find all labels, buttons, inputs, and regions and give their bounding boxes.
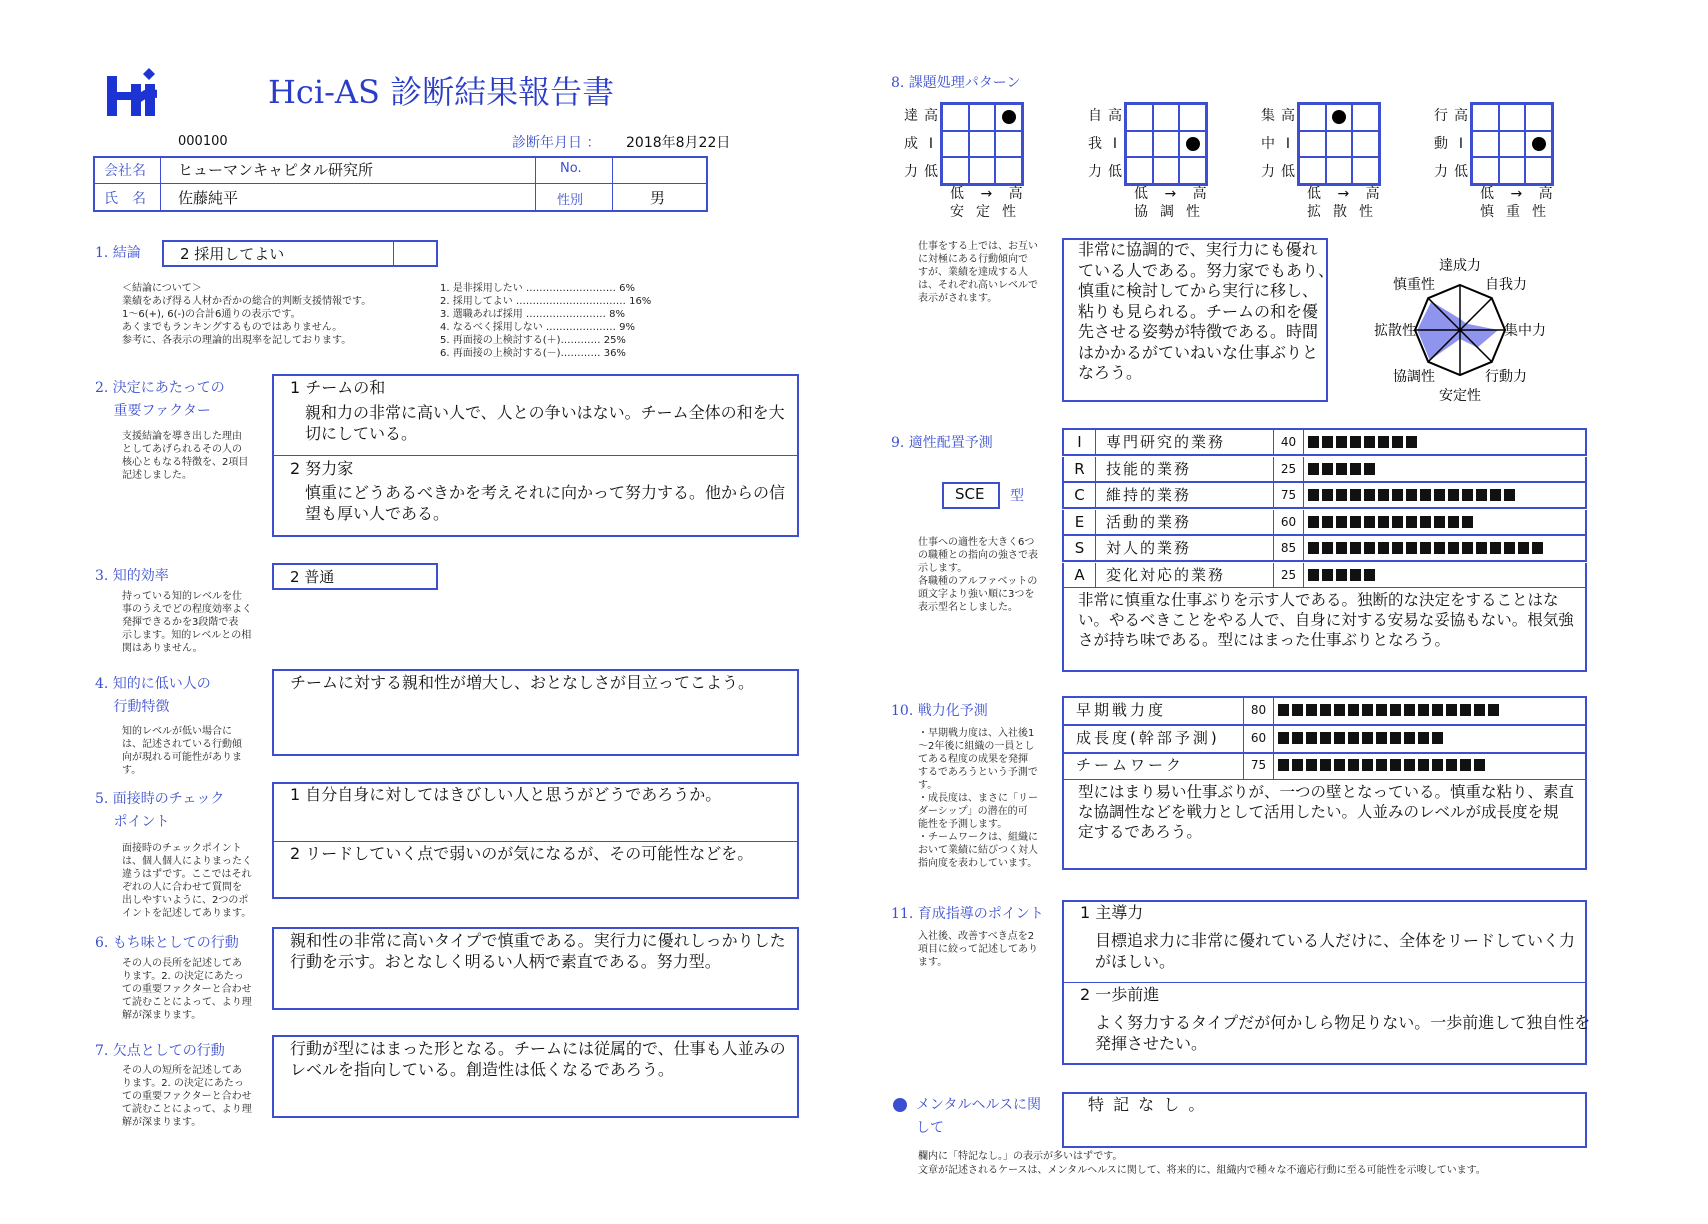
type-suffix: 型 <box>1010 488 1024 504</box>
grid-ylabel2: 低 <box>1281 164 1295 180</box>
section-3-label: 3. 知的効率 <box>95 568 169 584</box>
score-block <box>1278 759 1289 771</box>
grid-ylabel2: Ⅰ <box>928 136 934 152</box>
grid-marker <box>995 104 1022 131</box>
grid-ylabel: 力 <box>904 164 918 180</box>
score-block <box>1350 516 1361 528</box>
score-block <box>1376 704 1387 716</box>
score-block <box>1474 704 1485 716</box>
radar-axis-label: 協調性 <box>1393 368 1436 385</box>
score-block <box>1392 516 1403 528</box>
pattern-grid-stability <box>940 102 1024 186</box>
score-block <box>1432 759 1443 771</box>
aptitude-code: I <box>1064 430 1096 454</box>
score-block <box>1406 542 1417 554</box>
conclusion-value: 2 採用してよい <box>180 245 285 263</box>
radar-axis <box>1460 298 1492 330</box>
score-block <box>1448 516 1459 528</box>
score-block <box>1418 704 1429 716</box>
score-block <box>1460 759 1471 771</box>
score-block <box>1306 759 1317 771</box>
grid-ylabel: 達 <box>904 108 918 124</box>
score-block <box>1306 704 1317 716</box>
aptitude-score: 85 <box>1274 536 1304 560</box>
grid-cell <box>1352 131 1379 158</box>
grid-ylabel2: 高 <box>1281 108 1295 124</box>
score-block <box>1348 759 1359 771</box>
grid-cell <box>1525 104 1552 131</box>
score-block <box>1462 542 1473 554</box>
section-5-note: 面接時のチェックポイント は、個人個人によりまったく 違うはずです。ここではそれ ぞれの人に合わせて質問を 出しやすいように、2つのポ イントを記述してあります。 <box>122 843 252 919</box>
score-block <box>1350 569 1361 581</box>
radar-axis-label: 達成力 <box>1439 258 1481 274</box>
score-block <box>1308 463 1319 475</box>
radar-area <box>1417 301 1498 360</box>
grid-cell <box>1179 157 1206 184</box>
grid-cell <box>942 157 969 184</box>
score-block <box>1336 516 1347 528</box>
score-block <box>1376 759 1387 771</box>
factor-2-title: 2 努力家 <box>290 459 354 478</box>
date-value: 2018年8月22日 <box>626 135 731 151</box>
combat-name: 早期戦力度 <box>1064 698 1244 724</box>
section-6-note: その人の長所を記述してあ ります。2. の決定にあたっ ての重要ファクターと合わせ て読むことによって、より理 解が深まります。 <box>122 958 252 1021</box>
score-block <box>1420 542 1431 554</box>
score-block <box>1322 436 1333 448</box>
score-block <box>1336 463 1347 475</box>
company-logo <box>105 66 167 122</box>
aptitude-code: A <box>1064 563 1096 587</box>
aptitude-code: C <box>1064 483 1096 507</box>
grid-ylabel2: Ⅰ <box>1285 136 1291 152</box>
score-block <box>1350 489 1361 501</box>
score-block <box>1364 489 1375 501</box>
score-block <box>1336 569 1347 581</box>
combat-name: チームワーク <box>1064 753 1244 779</box>
section-9-note: 仕事への適性を大きく6つ の職種との指向の強さで表 示します。 各職種のアルファベットの 頭文字より強い順に3つを 表示型名としました。 <box>918 537 1038 613</box>
score-block <box>1292 704 1303 716</box>
score-block <box>1434 542 1445 554</box>
score-block <box>1406 436 1417 448</box>
aptitude-row <box>1062 536 1587 562</box>
score-block <box>1532 542 1543 554</box>
aptitude-name: 活動的業務 <box>1096 510 1274 534</box>
score-block <box>1404 759 1415 771</box>
section-8-label: 8. 課題処理パターン <box>891 75 1021 91</box>
grid-cell <box>1352 157 1379 184</box>
section-4-note: 知的レベルが低い場合に は、記述されている行動傾 向が現れる可能性がありま す。 <box>122 726 242 776</box>
aptitude-row <box>1062 563 1587 589</box>
checkpoint-1: 1 自分自身に対してはきびしい人と思うがどうであろうか。 <box>290 785 722 804</box>
section-7-label: 7. 欠点としての行動 <box>95 1043 225 1059</box>
company-name: ヒューマンキャピタル研究所 <box>178 161 374 179</box>
section-8-note: 仕事をする上では、お互い に対極にある行動傾向で すが、業績を達成する人 は、それぞれ高いレベルで 表示がされます。 <box>918 241 1038 304</box>
score-block <box>1460 704 1471 716</box>
score-block <box>1348 732 1359 744</box>
score-block <box>1390 732 1401 744</box>
grid-marker <box>1179 131 1206 158</box>
grid-cell <box>1472 131 1499 158</box>
coaching-2-body: よく努力するタイプだが何かしら物足りない。一歩前進して独自性を 発揮させたい。 <box>1095 1013 1591 1053</box>
grid-cell <box>1179 104 1206 131</box>
combat-row <box>1062 753 1587 781</box>
coaching-1-title: 1 主導力 <box>1080 903 1144 922</box>
score-block <box>1308 489 1319 501</box>
grid-cell <box>1299 131 1326 158</box>
type-code: SCE <box>955 485 985 503</box>
section-3-note: 持っている知的レベルを仕 事のうえでどの程度効率よく 発揮できるかを3段階で表 示します。知的レベルとの相 関はありません。 <box>122 591 252 654</box>
score-block <box>1350 436 1361 448</box>
score-block <box>1336 489 1347 501</box>
grid-cell <box>1326 131 1353 158</box>
score-block <box>1448 489 1459 501</box>
score-block <box>1334 759 1345 771</box>
grid-ylabel: 力 <box>1434 164 1448 180</box>
trait-radar-chart <box>1340 240 1580 420</box>
grid-ylabel: 行 <box>1434 108 1448 124</box>
score-block <box>1378 516 1389 528</box>
bullet-dot-icon <box>893 1098 907 1112</box>
section-7-note: その人の短所を記述してあ ります。2. の決定にあたっ ての重要ファクターと合わせ て読むことによって、より理 解が深まります。 <box>122 1065 252 1128</box>
low-intellect-body: チームに対する親和性が増大し、おとなしさが目立ってこよう。 <box>290 673 755 692</box>
grid-xlabel: 低 → 高 <box>1134 186 1213 202</box>
grid-xlabel: 低 → 高 <box>1307 186 1386 202</box>
grid-ylabel: 中 <box>1261 136 1275 152</box>
option-item: 3. 選職あれば採用 …………………… 8% <box>440 309 625 320</box>
score-block <box>1378 436 1389 448</box>
score-block <box>1322 569 1333 581</box>
option-item: 5. 再面接の上検討する(＋)………… 25% <box>440 335 626 346</box>
aptitude-name: 専門研究的業務 <box>1096 430 1274 454</box>
grid-cell <box>1499 157 1526 184</box>
name-label: 氏 名 <box>104 191 146 207</box>
score-block <box>1476 489 1487 501</box>
score-block <box>1362 759 1373 771</box>
grid-cell <box>1153 131 1180 158</box>
grid-marker <box>1326 104 1353 131</box>
score-block <box>1432 732 1443 744</box>
report-id: 000100 <box>178 134 228 149</box>
score-block <box>1490 542 1501 554</box>
score-bar <box>1308 463 1375 475</box>
score-block <box>1320 704 1331 716</box>
conclusion-note: ＜結論について＞ 業績をあげ得る人材か否かの総合的判断支援情報です。 1～6(+), 6(-)の合計6通りの表示です。 あくまでもランキングするものではありません。 参考に、各表示の理論的出現率を記しております。 <box>122 283 372 346</box>
mental-health-note-1: 欄内に「特記なし。」の表示が多いはずです。 <box>918 1151 1123 1162</box>
gender-value: 男 <box>650 189 666 207</box>
score-block <box>1336 542 1347 554</box>
score-block <box>1420 489 1431 501</box>
score-block <box>1378 489 1389 501</box>
score-block <box>1292 759 1303 771</box>
aptitude-name: 変化対応的業務 <box>1096 563 1274 587</box>
score-block <box>1350 542 1361 554</box>
grid-ylabel2: 低 <box>1108 164 1122 180</box>
score-block <box>1320 759 1331 771</box>
aptitude-score: 25 <box>1274 457 1304 481</box>
combat-score: 75 <box>1244 753 1274 779</box>
score-block <box>1348 704 1359 716</box>
section-6-label: 6. もち味としての行動 <box>95 935 239 951</box>
no-label: No. <box>560 161 582 176</box>
grid-cell <box>942 104 969 131</box>
score-block <box>1336 436 1347 448</box>
score-block <box>1448 542 1459 554</box>
grid-ylabel2: 高 <box>924 108 938 124</box>
score-block <box>1446 759 1457 771</box>
score-block <box>1364 436 1375 448</box>
grid-cell <box>1299 157 1326 184</box>
score-block <box>1418 732 1429 744</box>
mental-health-label: メンタルヘルスに関 して <box>916 1097 1042 1136</box>
score-block <box>1392 489 1403 501</box>
grid-cell <box>1352 104 1379 131</box>
score-block <box>1362 732 1373 744</box>
grid-cell <box>1126 157 1153 184</box>
score-block <box>1474 759 1485 771</box>
grid-cell <box>995 131 1022 158</box>
score-bar <box>1278 732 1443 744</box>
radar-axis-label: 自我力 <box>1484 277 1527 294</box>
strengths-body: 親和性の非常に高いタイプで慎重である。実行力に優れしっかりした 行動を示す。おとなしく明るい人柄で素直である。努力型。 <box>290 931 786 971</box>
score-block <box>1434 489 1445 501</box>
score-block <box>1418 759 1429 771</box>
radar-axis-label: 慎重性 <box>1393 277 1436 294</box>
coaching-1-body: 目標追求力に非常に優れている人だけに、全体をリードしていく力 がほしい。 <box>1095 931 1576 971</box>
grid-cell <box>1153 157 1180 184</box>
grid-cell <box>1472 157 1499 184</box>
score-block <box>1334 704 1345 716</box>
score-block <box>1446 704 1457 716</box>
aptitude-score: 40 <box>1274 430 1304 454</box>
aptitude-row <box>1062 510 1587 536</box>
grid-ylabel: 集 <box>1261 108 1275 124</box>
score-block <box>1350 463 1361 475</box>
grid-ylabel: 我 <box>1088 136 1102 152</box>
score-bar <box>1308 436 1417 448</box>
score-block <box>1392 436 1403 448</box>
aptitude-code: S <box>1064 536 1096 560</box>
score-block <box>1476 542 1487 554</box>
grid-ylabel2: 高 <box>1454 108 1468 124</box>
score-block <box>1308 516 1319 528</box>
factor-2-body: 慎重にどうあるべきかを考えそれに向かって努力する。他からの信 望も厚い人である。 <box>305 483 786 523</box>
efficiency-value: 2 普通 <box>290 568 335 586</box>
combat-summary-body: 型にはまり易い仕事ぶりが、一つの壁となっている。慎重な粘り、素直 な協調性などを戦力として活用したい。人並みのレベルが成長度を規 定するであろう。 <box>1078 783 1575 841</box>
aptitude-summary-body: 非常に慎重な仕事ぶりを示す人である。独断的な決定をすることはな い。やるべきことをやる人で、自身に対する安易な妥協もない。根気強 さが持ち味である。型にはまった仕事ぶりとなろう。 <box>1078 591 1574 649</box>
aptitude-code: R <box>1064 457 1096 481</box>
score-block <box>1518 542 1529 554</box>
score-block <box>1278 704 1289 716</box>
grid-cell <box>1126 131 1153 158</box>
grid-cell <box>1326 157 1353 184</box>
score-block <box>1504 542 1515 554</box>
aptitude-row <box>1062 430 1587 456</box>
aptitude-score: 60 <box>1274 510 1304 534</box>
grid-cell <box>995 157 1022 184</box>
score-bar <box>1308 542 1543 554</box>
section-10-note: ・早期戦力度は、入社後1 ～2年後に組織の一員とし てある程度の成果を発揮 するであろうという予測で す。 ・成長度は、まさに「リー ダーシップ」の潜在的可 能性を予測します。 ・チームワークは、組織に おいて業績に結びつく対人 指向度を表わしています。 <box>918 728 1038 869</box>
grid-ylabel2: 高 <box>1108 108 1122 124</box>
section-11-note: 入社後、改善すべき点を2 項目に絞って記述してあり ます。 <box>918 931 1038 968</box>
radar-axis-label: 集中力 <box>1504 323 1546 339</box>
grid-xlabel: 低 → 高 <box>950 186 1029 202</box>
score-block <box>1278 732 1289 744</box>
score-block <box>1306 732 1317 744</box>
section-1-label: 1. 結論 <box>95 245 141 261</box>
score-block <box>1308 436 1319 448</box>
score-block <box>1364 516 1375 528</box>
combat-score: 80 <box>1244 698 1274 724</box>
score-block <box>1392 542 1403 554</box>
grid-marker <box>1525 131 1552 158</box>
section-5-label: 5. 面接時のチェック ポイント <box>95 791 225 830</box>
score-bar <box>1308 489 1515 501</box>
grid-xlabel: 安定性 <box>950 204 1028 220</box>
option-item: 6. 再面接の上検討する(－)………… 36% <box>440 348 626 359</box>
grid-cell <box>942 131 969 158</box>
pattern-grid-cooperation <box>1124 102 1208 186</box>
score-block <box>1322 542 1333 554</box>
grid-cell <box>969 104 996 131</box>
grid-ylabel: 力 <box>1088 164 1102 180</box>
radar-axis-label: 安定性 <box>1439 388 1481 404</box>
radar-axis-label: 行動力 <box>1484 368 1527 385</box>
aptitude-row <box>1062 457 1587 483</box>
score-block <box>1376 732 1387 744</box>
section-9-label: 9. 適性配置予測 <box>891 435 993 451</box>
score-block <box>1420 516 1431 528</box>
section-11-label: 11. 育成指導のポイント <box>891 906 1044 922</box>
grid-cell <box>1525 157 1552 184</box>
conclusion-options <box>440 282 650 360</box>
score-block <box>1490 489 1501 501</box>
pattern-grid-caution <box>1470 102 1554 186</box>
checkpoint-2: 2 リードしていく点で弱いのが気になるが、その可能性などを。 <box>290 844 754 863</box>
grid-ylabel: 動 <box>1434 136 1448 152</box>
pattern-grid-divergence <box>1297 102 1381 186</box>
date-label: 診断年月日 ： <box>512 135 601 151</box>
section-2-note: 支援結論を導き出した理由 としてあげられるその人の 核心ともなる特徴を、2項目 記述しました。 <box>122 431 249 481</box>
option-item: 4. なるべく採用しない ………………… 9% <box>440 322 635 333</box>
coaching-2-title: 2 一歩前進 <box>1080 985 1160 1004</box>
score-bar <box>1278 759 1485 771</box>
combat-row <box>1062 698 1587 726</box>
grid-xlabel: 拡散性 <box>1307 204 1385 220</box>
radar-axis-label: 拡散性 <box>1374 323 1416 339</box>
score-block <box>1390 704 1401 716</box>
section-4-label: 4. 知的に低い人の 行動特徴 <box>95 676 211 715</box>
option-item: 2. 採用してよい …………………………… 16% <box>440 296 652 307</box>
score-block <box>1322 463 1333 475</box>
score-block <box>1432 704 1443 716</box>
grid-xlabel: 慎重性 <box>1480 204 1558 220</box>
grid-ylabel2: 低 <box>1454 164 1468 180</box>
score-block <box>1462 489 1473 501</box>
combat-name: 成長度(幹部予測) <box>1064 726 1244 752</box>
score-block <box>1378 542 1389 554</box>
score-block <box>1488 704 1499 716</box>
grid-xlabel: 協調性 <box>1134 204 1212 220</box>
grid-cell <box>1499 131 1526 158</box>
section-2-label: 2. 決定にあたっての 重要ファクター <box>95 380 225 419</box>
score-bar <box>1278 704 1499 716</box>
gender-label: 性別 <box>557 193 584 208</box>
aptitude-name: 維持的業務 <box>1096 483 1274 507</box>
grid-ylabel: 成 <box>904 136 918 152</box>
grid-cell <box>1153 104 1180 131</box>
score-block <box>1462 516 1473 528</box>
grid-cell <box>969 157 996 184</box>
score-block <box>1504 489 1515 501</box>
score-block <box>1320 732 1331 744</box>
report-title: Hci-AS 診断結果報告書 <box>268 73 615 111</box>
score-block <box>1404 704 1415 716</box>
grid-cell <box>1126 104 1153 131</box>
person-name: 佐藤純平 <box>178 189 239 207</box>
score-block <box>1322 516 1333 528</box>
aptitude-name: 技能的業務 <box>1096 457 1274 481</box>
mental-health-value: 特 記 な し 。 <box>1088 1095 1207 1114</box>
company-label: 会社名 <box>104 163 146 179</box>
aptitude-score: 25 <box>1274 563 1304 587</box>
grid-ylabel2: Ⅰ <box>1458 136 1464 152</box>
score-block <box>1406 516 1417 528</box>
score-block <box>1406 489 1417 501</box>
grid-ylabel2: 低 <box>924 164 938 180</box>
grid-cell <box>1499 104 1526 131</box>
combat-score: 60 <box>1244 726 1274 752</box>
score-block <box>1364 463 1375 475</box>
factor-1-title: 1 チームの和 <box>290 378 386 397</box>
section-10-label: 10. 戦力化予測 <box>891 703 988 719</box>
grid-cell <box>969 131 996 158</box>
score-block <box>1364 542 1375 554</box>
mental-health-note-2: 文章が記述されるケースは、メンタルヘルスに関して、将来的に、組織内で種々な不適応行動に至る可能性を示唆しています。 <box>918 1165 1486 1176</box>
option-item: 1. 是非採用したい ……………………… 6% <box>440 283 635 294</box>
grid-ylabel: 力 <box>1261 164 1275 180</box>
score-bar <box>1308 516 1473 528</box>
aptitude-row <box>1062 483 1587 509</box>
grid-xlabel: 低 → 高 <box>1480 186 1559 202</box>
score-block <box>1362 704 1373 716</box>
score-block <box>1390 759 1401 771</box>
grid-ylabel: 自 <box>1088 108 1102 124</box>
grid-cell <box>1472 104 1499 131</box>
weaknesses-body: 行動が型にはまった形となる。チームには従属的で、仕事も人並みの レベルを指向している。創造性は低くなるであろう。 <box>290 1039 786 1079</box>
grid-ylabel2: Ⅰ <box>1112 136 1118 152</box>
factor-1-body: 親和力の非常に高い人で、人との争いはない。チーム全体の和を大 切にしている。 <box>305 403 785 443</box>
score-block <box>1434 516 1445 528</box>
aptitude-code: E <box>1064 510 1096 534</box>
grid-cell <box>1299 104 1326 131</box>
score-block <box>1404 732 1415 744</box>
score-block <box>1308 569 1319 581</box>
score-block <box>1322 489 1333 501</box>
aptitude-score: 75 <box>1274 483 1304 507</box>
score-bar <box>1308 569 1375 581</box>
pattern-summary-body: 非常に協調的で、実行力にも優れ ている人である。努力家でもあり、 慎重に検討してから実行に移し、 粘りも見られる。チームの和を優 先させる姿勢が特徴である。時間 はかかるがていねいな仕事ぶりと なろう。 <box>1078 240 1335 382</box>
aptitude-name: 対人的業務 <box>1096 536 1274 560</box>
score-block <box>1334 732 1345 744</box>
score-block <box>1364 569 1375 581</box>
score-block <box>1292 732 1303 744</box>
combat-row <box>1062 726 1587 754</box>
score-block <box>1308 542 1319 554</box>
